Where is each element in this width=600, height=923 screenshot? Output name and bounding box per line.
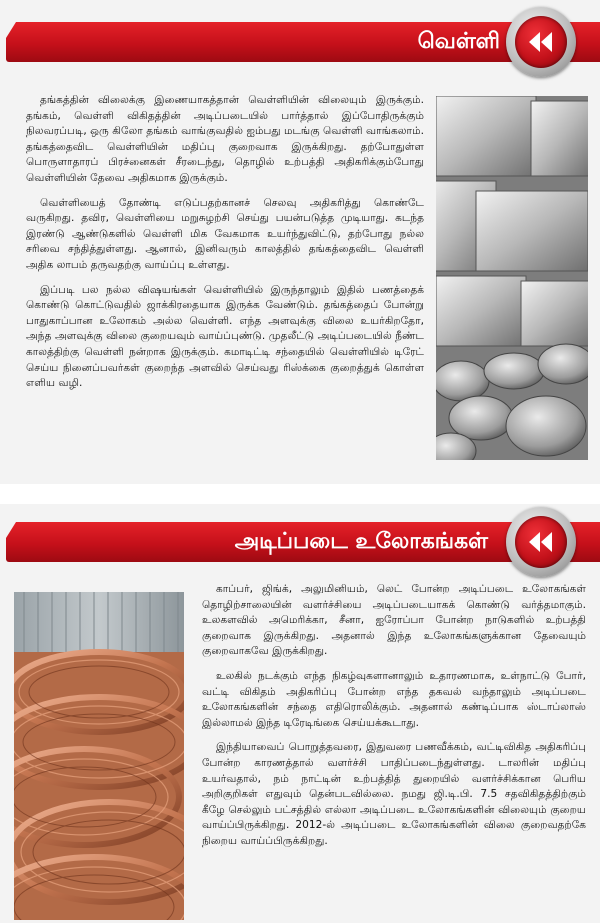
double-chevron-left-icon [528,31,554,53]
base-metals-back-button[interactable] [506,507,576,577]
paragraph: வெள்ளியைத் தோண்டி எடுப்பதற்கானச் செலவு அதிகரித்து கொண்டே வருகிறது. தவிர, வெள்ளியை மறுசுழற்சி செய்து பயன்படுத்த முடியாது. கடந்த இரண்டு ஆண்டுகளில் வெள்ளி மிக வேகமாக உயர்ந்துவிட்டு, தற்போது நல்ல சரிவை சந்தித்துள்ளது. ஆனால், இனிவரும் காலத்தில் தங்கத்தைவிட வெள்ளி அதிக லாபம் தருவதற்கு வாய்ப்பு உள்ளது. [26,196,424,271]
paragraph: இப்படி பல நல்ல விஷயங்கள் வெள்ளியில் இருந்தாலும் இதில் பணத்தைக் கொண்டு கொட்டுவதில் ஜாக்கிரதையாக இருக்க வேண்டும். தங்கத்தைப் போன்று பாதுகாப்பான உலோகம் அல்ல வெள்ளி. எந்த அளவுக்கு விலை உயர்கிறதோ, அந்த அளவுக்கு விலை குறையவும் வாய்ப்புண்டு. முதலீட்டு அடிப்படையில் நீண்ட காலத்திற்கு வெள்ளி நன்றாக இருக்கும். கமாடிட்டி சந்தையில் வெள்ளியில் டிரேட் செய்ய நினைப்பவர்கள் குறைந்த அளவில் செய்வது ரிஸ்க்கை குறைத்துக் கொள்ள எளிய வழி. [26,283,424,390]
double-chevron-left-icon [528,531,554,553]
silver-back-button[interactable] [506,7,576,77]
copper-wire-photo [14,592,184,920]
paragraph: உலகில் நடக்கும் எந்த நிகழ்வுகளானாலும் உதாரணமாக, உள்நாட்டு போர், வட்டி விகிதம் அதிகரிப்பு போன்ற எந்த தகவல் வந்தாலும் அடிப்படை உலோகங்களின் சந்தை எதிரொலிக்கும். அதனால் கண்டிப்பாக ஸ்டாப்லாஸ் இல்லாமல் இந்த டிரேடிங்கை செய்யக்கூடாது. [202,669,586,729]
silver-article-body [26,93,424,401]
base-metals-section [0,504,600,923]
base-metals-article-body [202,582,586,859]
paragraph: காப்பர், ஜிங்க், அலுமினியம், லெட் போன்ற அடிப்படை உலோகங்கள் தொழிற்சாலையின் வளர்ச்சியை அடிப்படையாகக் கொண்டு வர்த்தமாகும். உலகளவில் அமெரிக்கா, சீனா, ஐரோப்பா போன்ற நாடுகளில் உற்பத்தி குறைவாக இருக்கிறது. அதனால் இந்த உலோகங்களுக்கான தேவையும் குறைவாகவே இருக்கிறது. [202,583,586,658]
paragraph: தங்கத்தின் விலைக்கு இணையாகத்தான் வெள்ளியின் விலையும் இருக்கும். தங்கம், வெள்ளி விகிதத்தின் அடிப்படையில் பார்த்தால் இப்போதிருக்கும் நிலவரப்படி, ஒரு கிலோ தங்கம் வாங்குவதில் ஐம்பது மடங்கு வெள்ளி வாங்கலாம். தங்கத்தைவிட வெள்ளியின் மதிப்பு குறைவாக இருக்கிறது. தற்போதுள்ள பொருளாதாரப் பிரச்னைகள் சீரடைந்து, தொழில் உற்பத்தி அதிகரிக்கும்போது வெள்ளியின் தேவை அதிகமாக இருக்கும். [26,94,424,184]
silver-title: வெள்ளி [417,29,500,54]
paragraph: இந்தியாவைப் பொறுத்தவரை, இதுவரை பணவீக்கம், வட்டிவிகித அதிகரிப்பு போன்ற காரணத்தால் வளர்ச்சி பாதிப்படைந்துள்ளது. டாலரின் மதிப்பு உயர்வதால், நம் நாட்டின் உற்பத்தித் துறையில் வளர்ச்சிக்கான பெரிய அறிகுறிகள் எதுவும் தென்படவில்லை. நமது ஜி.டி.பி. 7.5 சதவிகிதத்திற்கும் கீழே செல்லும் பட்சத்தில் எல்லா அடிப்படை உலோகங்களின் விலையும் குறைய வாய்ப்பிருக்கிறது. 2012-ல் அடிப்படை உலோகங்களின் விலை குறைவதற்கே நிறைய வாய்ப்பிருக்கிறது. [202,741,586,847]
silver-bars-photo [436,96,588,460]
base-metals-title: அடிப்படை உலோகங்கள் [234,529,488,554]
